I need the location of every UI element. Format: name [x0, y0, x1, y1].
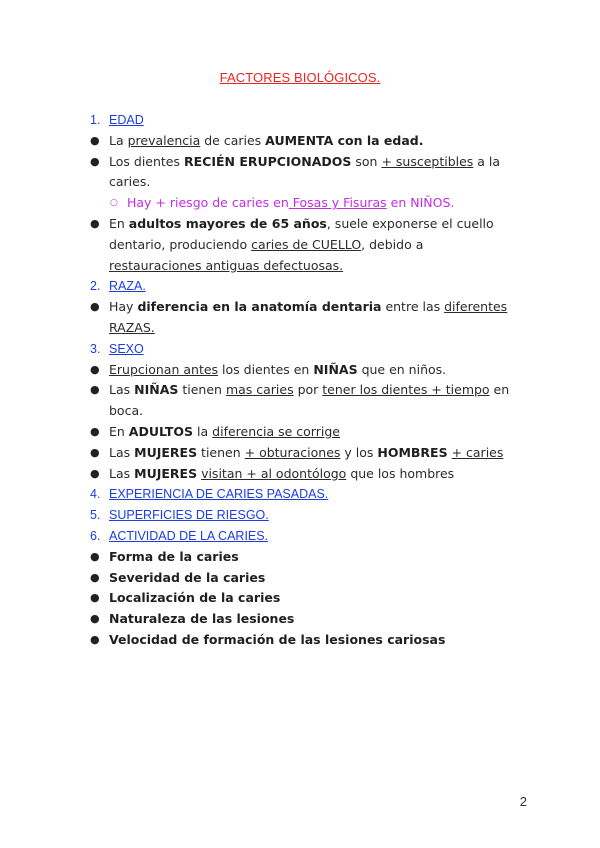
section-heading-actividad — [90, 526, 510, 547]
list-item — [90, 443, 510, 464]
section-heading-sexo — [90, 339, 510, 360]
text-run: + obturaciones — [244, 444, 341, 460]
list-item — [90, 630, 510, 651]
sub-list-item — [90, 193, 510, 214]
list-item — [90, 547, 510, 568]
bullet-icon: ● — [90, 424, 100, 438]
text-run: son — [351, 153, 382, 169]
list-item-text: Severidad de la caries — [109, 569, 266, 585]
text-run: que los hombres — [346, 465, 455, 481]
text-run: caries de CUELLO — [251, 236, 362, 252]
text-run: tener los dientes + tiempo — [322, 382, 490, 398]
text-run: prevalencia — [127, 132, 201, 148]
text-run: , debido a — [361, 236, 424, 252]
section-heading-edad — [90, 110, 510, 131]
text-run: AUMENTA con la edad. — [265, 132, 424, 148]
list-item — [90, 609, 510, 630]
list-item — [90, 464, 510, 485]
text-run: + caries — [451, 444, 504, 460]
text-run: , suele exponerse el cuello dentario, produciendo — [109, 215, 494, 252]
text-run: de caries — [200, 132, 266, 148]
list-item — [90, 380, 510, 422]
text-run: por — [293, 382, 323, 398]
text-run: en — [386, 195, 411, 211]
heading-text[interactable]: SEXO — [109, 341, 144, 356]
text-run: NIÑOS. — [410, 195, 455, 211]
text-run: En — [109, 423, 129, 439]
list-item — [90, 568, 510, 589]
bullet-icon: ● — [90, 466, 100, 480]
list-item — [90, 214, 510, 276]
document-content — [90, 110, 510, 651]
text-run: Las — [109, 465, 135, 481]
heading-text[interactable]: EDAD — [109, 113, 144, 127]
bullet-icon: ● — [90, 300, 100, 314]
page-title: FACTORES BIOLÓGICOS. — [219, 70, 381, 85]
text-run: + susceptibles — [381, 153, 474, 169]
list-item — [90, 422, 510, 443]
text-run: a la caries. — [109, 153, 501, 190]
text-run: entre las — [381, 299, 445, 315]
text-run: HOMBRES — [377, 444, 448, 460]
list-item — [90, 131, 510, 152]
text-run: diferencia en la anatomía dentaria — [137, 299, 382, 315]
list-item-text: Naturaleza de las lesiones — [109, 611, 295, 627]
bullet-icon: ● — [90, 154, 100, 168]
text-run: Fosas y Fisuras — [288, 195, 387, 211]
text-run: RECIÉN ERUPCIONADOS — [183, 153, 352, 169]
list-item — [90, 360, 510, 381]
text-run: adultos mayores de 65 años — [128, 215, 327, 231]
text-run: mas caries — [225, 382, 294, 398]
list-number: 3. — [90, 341, 101, 356]
text-run: ADULTOS — [128, 423, 194, 439]
text-run: Las — [109, 444, 135, 460]
heading-text[interactable]: EXPERIENCIA DE CARIES PASADAS. — [109, 487, 329, 502]
text-run: tienen — [178, 382, 226, 398]
page-number: 2 — [519, 794, 527, 809]
list-item-text: Forma de la caries — [109, 548, 239, 564]
section-heading-experiencia — [90, 484, 510, 505]
bullet-icon: ● — [90, 133, 100, 147]
list-item — [90, 297, 510, 339]
text-run: La — [109, 132, 128, 148]
text-run: en boca. — [109, 382, 510, 419]
list-item-text: Localización de la caries — [109, 590, 281, 606]
text-run: NIÑAS — [313, 361, 358, 377]
text-run: En — [109, 215, 129, 231]
bullet-icon: ● — [90, 632, 100, 646]
text-run: los dientes en — [218, 361, 314, 377]
bullet-icon: ● — [90, 549, 100, 563]
text-run: Hay — [109, 299, 138, 315]
text-run: visitan + al odontólogo — [201, 465, 347, 481]
text-run: Las — [109, 382, 135, 398]
text-run: Hay + riesgo de caries en — [127, 195, 289, 211]
text-run: Erupcionan antes — [109, 361, 219, 377]
text-run: restauraciones antiguas defectuosas. — [109, 257, 344, 273]
list-number: 4. — [90, 487, 101, 502]
section-heading-superficies — [90, 505, 510, 526]
bullet-icon: ● — [90, 383, 100, 397]
list-number: 5. — [90, 508, 101, 523]
section-heading-raza — [90, 276, 510, 297]
text-run: la — [193, 423, 213, 439]
heading-text[interactable]: RAZA. — [109, 279, 146, 294]
text-run: y los — [340, 444, 378, 460]
bullet-icon: ● — [90, 591, 100, 605]
heading-text[interactable]: ACTIVIDAD DE LA CARIES. — [109, 528, 269, 543]
text-run: Los dientes — [109, 153, 184, 169]
list-item-text: Velocidad de formación de las lesiones cariosas — [109, 631, 446, 647]
list-number: 2. — [90, 279, 101, 294]
list-item — [90, 152, 510, 194]
list-number: 1. — [90, 113, 101, 127]
text-run: MUJERES — [134, 465, 198, 481]
circle-bullet-icon: ○ — [110, 198, 118, 209]
heading-text[interactable]: SUPERFICIES DE RIESGO. — [109, 508, 269, 523]
text-run: NIÑAS — [134, 382, 179, 398]
text-run: diferencia se corrige — [212, 423, 340, 439]
bullet-icon: ● — [90, 570, 100, 584]
text-run: MUJERES — [134, 444, 198, 460]
text-run: tienen — [197, 444, 245, 460]
bullet-icon: ● — [90, 362, 100, 376]
bullet-icon: ● — [90, 216, 100, 230]
list-item — [90, 588, 510, 609]
text-run: que en niños. — [357, 361, 447, 377]
list-number: 6. — [90, 528, 101, 543]
text-run: diferentes RAZAS. — [109, 299, 508, 335]
bullet-icon: ● — [90, 445, 100, 459]
bullet-icon: ● — [90, 612, 100, 626]
